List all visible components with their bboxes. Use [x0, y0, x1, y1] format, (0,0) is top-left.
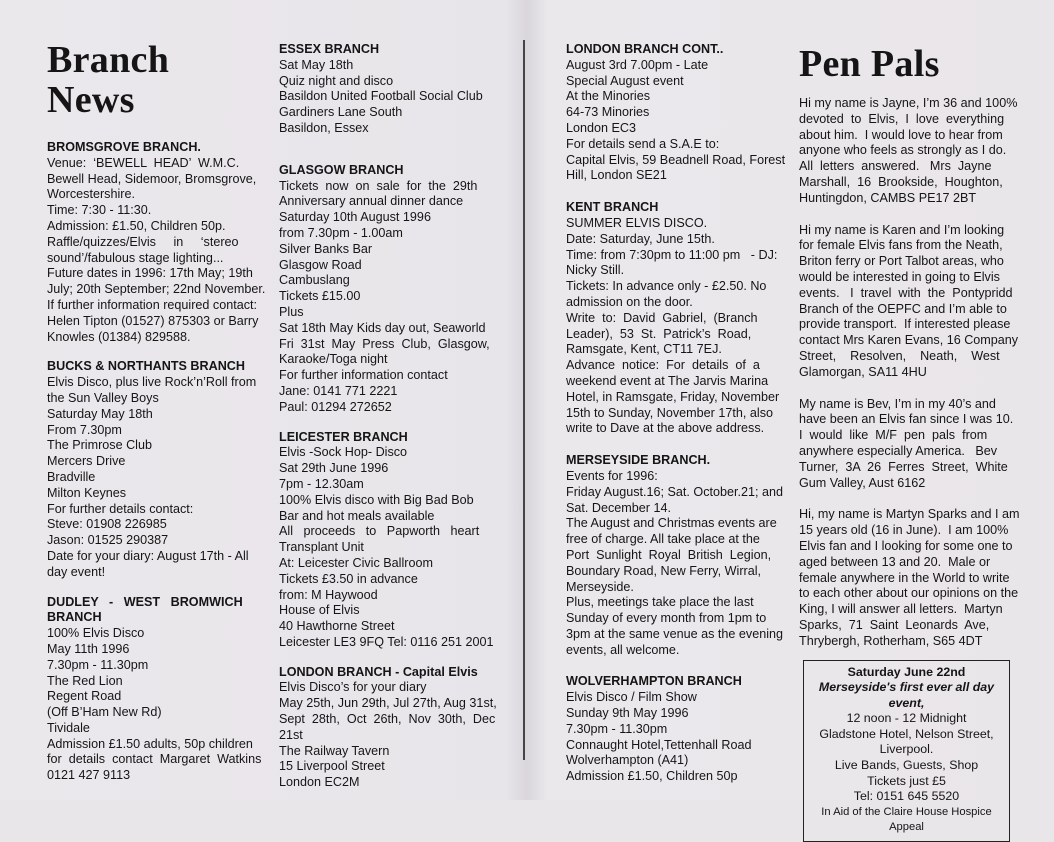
section-title: GLASGOW BRANCH	[279, 163, 494, 179]
section-body	[566, 469, 780, 659]
text-line: 7.30pm - 11.30pm	[566, 722, 780, 738]
text-line: events, all welcome.	[566, 643, 780, 659]
section-body	[279, 680, 494, 791]
text-line: write to Dave at the above address.	[566, 421, 780, 437]
text-line: Sept 28th, Oct 26th, Nov 30th, Dec	[279, 712, 494, 728]
text-line: Port Sunlight Royal British Legion,	[566, 548, 780, 564]
text-line: Friday August.16; Sat. October.21; and	[566, 485, 780, 501]
text-line: sound’/fabulous stage lighting...	[47, 251, 260, 267]
letter-body	[799, 507, 1014, 649]
text-line: Marshall, 16 Brookside, Houghton,	[799, 175, 1014, 191]
text-line: Glamorgan, SA11 4HU	[799, 365, 1014, 381]
essex-section	[279, 42, 494, 137]
text-line: 15th to Sunday, November 17th, also	[566, 406, 780, 422]
text-line: All proceeds to Papworth heart	[279, 524, 494, 540]
text-line: devoted to Elvis, I love everything	[799, 112, 1014, 128]
text-line: From 7.30pm	[47, 423, 260, 439]
page-fold	[523, 40, 525, 760]
event-features: Live Bands, Guests, Shop	[808, 758, 1005, 774]
text-line: August 3rd 7.00pm - Late	[566, 58, 780, 74]
text-line: Date: Saturday, June 15th.	[566, 232, 780, 248]
text-line: Time: from 7:30pm to 11:00 pm - DJ:	[566, 248, 780, 264]
text-line: Jason: 01525 290387	[47, 533, 260, 549]
section-body	[566, 58, 780, 184]
text-line: If further information required contact:	[47, 298, 260, 314]
text-line: 100% Elvis disco with Big Bad Bob	[279, 493, 494, 509]
text-line: events. I travel with the Pontypridd	[799, 286, 1014, 302]
text-line: Capital Elvis, 59 Beadnell Road, Forest	[566, 153, 780, 169]
text-line: Sunday of every month from 1pm to	[566, 611, 780, 627]
text-line: Tickets £15.00	[279, 289, 494, 305]
glasgow-section	[279, 163, 494, 416]
leicester-section	[279, 430, 494, 651]
text-line: Ramsgate, Kent, CT11 7EJ.	[566, 342, 780, 358]
text-line: 7pm - 12.30am	[279, 477, 494, 493]
section-title: ESSEX BRANCH	[279, 42, 494, 58]
london-section	[279, 665, 494, 791]
text-line: Sat 18th May Kids day out, Seaworld	[279, 321, 494, 337]
text-line: Transplant Unit	[279, 540, 494, 556]
text-line: For further details contact:	[47, 502, 260, 518]
text-line: Elvis Disco / Film Show	[566, 690, 780, 706]
text-line: 64-73 Minories	[566, 105, 780, 121]
text-line: anyone who feels as strongly as I do.	[799, 143, 1014, 159]
text-line: provide transport. If interested please	[799, 317, 1014, 333]
text-line: 40 Hawthorne Street	[279, 619, 494, 635]
text-line: day event!	[47, 565, 260, 581]
text-line: Raffle/quizzes/Elvis in ‘stereo	[47, 235, 260, 251]
event-time: 12 noon - 12 Midnight	[808, 711, 1005, 727]
text-line: My name is Bev, I’m in my 40’s and	[799, 397, 1014, 413]
text-line: Gum Valley, Aust 6162	[799, 476, 1014, 492]
text-line: Basildon, Essex	[279, 121, 494, 137]
pen-pal-letter-1	[799, 96, 1014, 207]
text-line: Merseyside.	[566, 580, 780, 596]
text-line: Admission £1.50 adults, 50p children	[47, 737, 260, 753]
section-title: MERSEYSIDE BRANCH.	[566, 453, 780, 469]
event-charity: In Aid of the Claire House Hospice Appeal	[808, 805, 1005, 836]
kent-section	[566, 200, 780, 437]
text-line: Briton ferry or Port Talbot areas, who	[799, 254, 1014, 270]
text-line: Tickets: In advance only - £2.50. No	[566, 279, 780, 295]
branch-news-title: Branch News	[47, 40, 260, 120]
text-line: Basildon United Football Social Club	[279, 89, 494, 105]
section-body	[47, 626, 260, 784]
text-line: about him. I would love to hear from	[799, 128, 1014, 144]
text-line: Tickets £3.50 in advance	[279, 572, 494, 588]
text-line: Sunday 9th May 1996	[566, 706, 780, 722]
text-line: SUMMER ELVIS DISCO.	[566, 216, 780, 232]
event-date: Saturday June 22nd	[808, 665, 1005, 681]
text-line: Hotel, in Ramsgate, Friday, November	[566, 390, 780, 406]
text-line: Tickets now on sale for the 29th	[279, 179, 494, 195]
section-body	[279, 445, 494, 650]
text-line: London EC3	[566, 121, 780, 137]
text-line: 100% Elvis Disco	[47, 626, 260, 642]
section-title: BROMSGROVE BRANCH.	[47, 140, 260, 156]
text-line: Milton Keynes	[47, 486, 260, 502]
bromsgrove-section	[47, 140, 260, 345]
text-line: July; 20th September; 22nd November.	[47, 282, 260, 298]
text-line: for details contact Margaret Watkins	[47, 752, 260, 768]
text-line: At the Minories	[566, 89, 780, 105]
text-line: Branch of the OEPFC and I’m able to	[799, 302, 1014, 318]
text-line: from: M Haywood	[279, 588, 494, 604]
text-line: Gardiners Lane South	[279, 105, 494, 121]
text-line: Cambuslang	[279, 273, 494, 289]
text-line: Karaoke/Toga night	[279, 352, 494, 368]
text-line: Mercers Drive	[47, 454, 260, 470]
text-line: Anniversary annual dinner dance	[279, 194, 494, 210]
text-line: May 25th, Jun 29th, Jul 27th, Aug 31st,	[279, 696, 494, 712]
text-line: Time: 7:30 - 11:30.	[47, 203, 260, 219]
text-line: from 7.30pm - 1.00am	[279, 226, 494, 242]
text-line: For further information contact	[279, 368, 494, 384]
merseyside-section	[566, 453, 780, 658]
text-line: Turner, 3A 26 Ferres Street, White	[799, 460, 1014, 476]
text-line: 7.30pm - 11.30pm	[47, 658, 260, 674]
pen-pal-letter-4	[799, 507, 1014, 649]
section-title: LEICESTER BRANCH	[279, 430, 494, 446]
text-line: have been an Elvis fan since I was 10.	[799, 412, 1014, 428]
text-line: Fri 31st May Press Club, Glasgow,	[279, 337, 494, 353]
text-line: Plus	[279, 305, 494, 321]
text-line: Sparks, 71 Saint Leonards Ave,	[799, 618, 1014, 634]
text-line: Regent Road	[47, 689, 260, 705]
dudley-section	[47, 595, 260, 785]
text-line: Sat May 18th	[279, 58, 494, 74]
text-line: Thrybergh, Rotherham, S65 4DT	[799, 634, 1014, 650]
text-line: Street, Resolven, Neath, West	[799, 349, 1014, 365]
text-line: King, I will answer all letters. Martyn	[799, 602, 1014, 618]
pen-pals-title: Pen Pals	[799, 44, 1014, 84]
text-line: Plus, meetings take place the last	[566, 595, 780, 611]
text-line: Saturday May 18th	[47, 407, 260, 423]
text-line: Write to: David Gabriel, (Branch	[566, 311, 780, 327]
text-line: Elvis Disco, plus live Rock’n’Roll from	[47, 375, 260, 391]
text-line: Elvis -Sock Hop- Disco	[279, 445, 494, 461]
text-line: weekend event at The Jarvis Marina	[566, 374, 780, 390]
text-line: Glasgow Road	[279, 258, 494, 274]
text-line: Knowles (01384) 829588.	[47, 330, 260, 346]
text-line: Bar and hot meals available	[279, 509, 494, 525]
text-line: admission on the door.	[566, 295, 780, 311]
text-line: Special August event	[566, 74, 780, 90]
text-line: 15 Liverpool Street	[279, 759, 494, 775]
text-line: anywhere especially America. Bev	[799, 444, 1014, 460]
section-title: DUDLEY - WEST BROMWICH	[47, 595, 260, 611]
column-4	[799, 44, 1014, 842]
event-box	[803, 660, 1010, 842]
section-title-cont: BRANCH	[47, 610, 260, 626]
event-city: Liverpool.	[808, 742, 1005, 758]
column-1	[47, 40, 260, 798]
text-line: At: Leicester Civic Ballroom	[279, 556, 494, 572]
text-line: London EC2M	[279, 775, 494, 791]
pen-pal-letter-3	[799, 397, 1014, 492]
text-line: aged between 13 and 20. Male or	[799, 555, 1014, 571]
text-line: would be interested in going to Elvis	[799, 270, 1014, 286]
text-line: Events for 1996:	[566, 469, 780, 485]
text-line: Venue: ‘BEWELL HEAD’ W.M.C.	[47, 156, 260, 172]
section-title: LONDON BRANCH CONT..	[566, 42, 780, 58]
pen-pal-letter-2	[799, 223, 1014, 381]
text-line: Leader), 53 St. Patrick’s Road,	[566, 327, 780, 343]
text-line: May 11th 1996	[47, 642, 260, 658]
text-line: Jane: 0141 771 2221	[279, 384, 494, 400]
text-line: female anywhere in the World to write	[799, 571, 1014, 587]
text-line: Advance notice: For details of a	[566, 358, 780, 374]
text-line: Paul: 01294 272652	[279, 400, 494, 416]
text-line: Tividale	[47, 721, 260, 737]
section-title: BUCKS & NORTHANTS BRANCH	[47, 359, 260, 375]
text-line: House of Elvis	[279, 603, 494, 619]
section-body	[47, 375, 260, 580]
section-body	[566, 690, 780, 785]
event-tickets: Tickets just £5	[808, 774, 1005, 790]
text-line: Saturday 10th August 1996	[279, 210, 494, 226]
wolverhampton-section	[566, 674, 780, 785]
text-line: to each other about our opinions on the	[799, 586, 1014, 602]
text-line: Elvis fan and I looking for some one to	[799, 539, 1014, 555]
text-line: Hill, London SE21	[566, 168, 780, 184]
event-venue: Gladstone Hotel, Nelson Street,	[808, 727, 1005, 743]
text-line: for female Elvis fans from the Neath,	[799, 238, 1014, 254]
text-line: Hi, my name is Martyn Sparks and I am	[799, 507, 1014, 523]
letter-body	[799, 96, 1014, 207]
text-line: 0121 427 9113	[47, 768, 260, 784]
text-line: Hi my name is Karen and I’m looking	[799, 223, 1014, 239]
text-line: Elvis Disco’s for your diary	[279, 680, 494, 696]
section-body	[279, 58, 494, 137]
text-line: Sat 29th June 1996	[279, 461, 494, 477]
column-2	[279, 42, 494, 805]
text-line: The Primrose Club	[47, 438, 260, 454]
letter-body	[799, 223, 1014, 381]
text-line: The Railway Tavern	[279, 744, 494, 760]
text-line: contact Mrs Karen Evans, 16 Company	[799, 333, 1014, 349]
section-title: KENT BRANCH	[566, 200, 780, 216]
text-line: 3pm at the same venue as the evening	[566, 627, 780, 643]
text-line: The Red Lion	[47, 674, 260, 690]
text-line: Connaught Hotel,Tettenhall Road	[566, 738, 780, 754]
text-line: Quiz night and disco	[279, 74, 494, 90]
text-line: Admission £1.50, Children 50p	[566, 769, 780, 785]
text-line: For details send a S.A.E to:	[566, 137, 780, 153]
text-line: Wolverhampton (A41)	[566, 753, 780, 769]
section-title: LONDON BRANCH - Capital Elvis	[279, 665, 494, 681]
text-line: Nicky Still.	[566, 263, 780, 279]
text-line: (Off B’Ham New Rd)	[47, 705, 260, 721]
text-line: Bradville	[47, 470, 260, 486]
text-line: All letters answered. Mrs Jayne	[799, 159, 1014, 175]
text-line: Hi my name is Jayne, I’m 36 and 100%	[799, 96, 1014, 112]
section-body	[279, 179, 494, 416]
text-line: 21st	[279, 728, 494, 744]
text-line: I would like M/F pen pals from	[799, 428, 1014, 444]
text-line: free of charge. All take place at the	[566, 532, 780, 548]
text-line: Date for your diary: August 17th - All	[47, 549, 260, 565]
london-cont-section	[566, 42, 780, 184]
text-line: Boundary Road, New Ferry, Wirral,	[566, 564, 780, 580]
section-body	[566, 216, 780, 437]
section-title: WOLVERHAMPTON BRANCH	[566, 674, 780, 690]
event-headline: Merseyside's first ever all day event,	[808, 680, 1005, 711]
text-line: Leicester LE3 9FQ Tel: 0116 251 2001	[279, 635, 494, 651]
text-line: Admission: £1.50, Children 50p.	[47, 219, 260, 235]
text-line: Worcestershire.	[47, 187, 260, 203]
text-line: Steve: 01908 226985	[47, 517, 260, 533]
text-line: Sat. December 14.	[566, 501, 780, 517]
section-body	[47, 156, 260, 346]
text-line: Bewell Head, Sidemoor, Bromsgrove,	[47, 172, 260, 188]
letter-body	[799, 397, 1014, 492]
text-line: 15 years old (16 in June). I am 100%	[799, 523, 1014, 539]
column-3	[566, 42, 780, 799]
text-line: The August and Christmas events are	[566, 516, 780, 532]
text-line: the Sun Valley Boys	[47, 391, 260, 407]
text-line: Silver Banks Bar	[279, 242, 494, 258]
bucks-section	[47, 359, 260, 580]
text-line: Huntingdon, CAMBS PE17 2BT	[799, 191, 1014, 207]
text-line: Future dates in 1996: 17th May; 19th	[47, 266, 260, 282]
event-phone: Tel: 0151 645 5520	[808, 789, 1005, 805]
text-line: Helen Tipton (01527) 875303 or Barry	[47, 314, 260, 330]
